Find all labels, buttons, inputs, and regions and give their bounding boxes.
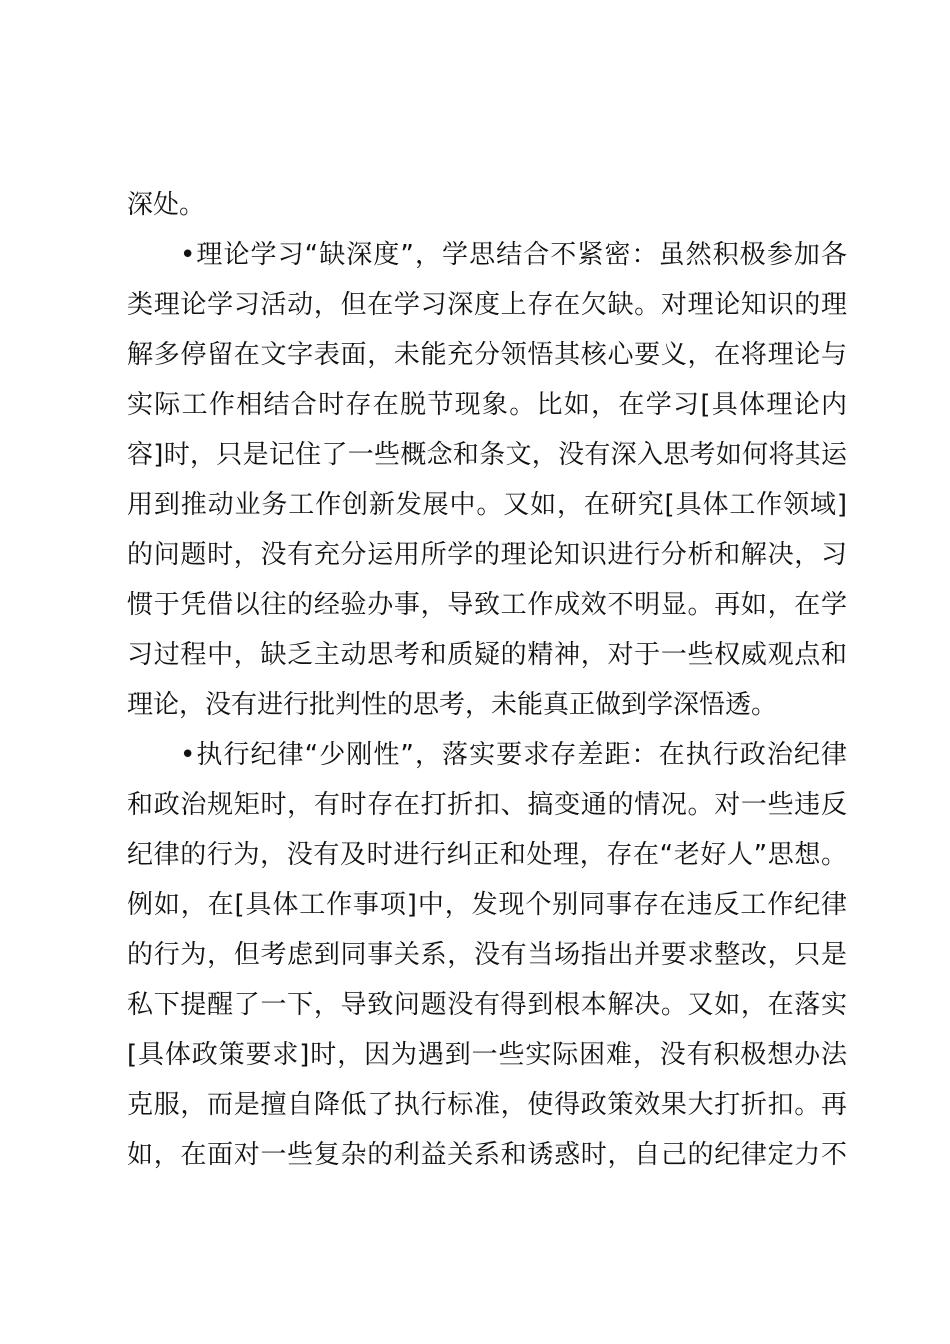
text-line: 惯于凭借以往的经验办事，导致工作成效不明显。再如，在学 [127, 590, 847, 620]
text-line: 克服，而是擅自降低了执行标准，使得政策效果大打折扣。再 [127, 1090, 847, 1120]
text-line: 用到推动业务工作创新发展中。又如，在研究[具体工作领域] [127, 490, 847, 520]
text-line: 的行为，但考虑到同事关系，没有当场指出并要求整改，只是 [127, 940, 847, 970]
text-line: 类理论学习活动，但在学习深度上存在欠缺。对理论知识的理 [127, 290, 847, 320]
text-line: 容]时，只是记住了一些概念和条文，没有深入思考如何将其运 [127, 440, 847, 470]
text-line-heading-theory: •理论学习“缺深度”，学思结合不紧密：虽然积极参加各 [180, 240, 847, 270]
text-line: 解多停留在文字表面，未能充分领悟其核心要义，在将理论与 [127, 340, 847, 370]
text-line: 习过程中，缺乏主动思考和质疑的精神，对于一些权威观点和 [127, 640, 847, 670]
text-line-continuation: 深处。 [127, 190, 206, 220]
text-line-heading-discipline: •执行纪律“少刚性”，落实要求存差距：在执行政治纪律 [180, 740, 847, 770]
text-line: 纪律的行为，没有及时进行纠正和处理，存在“老好人”思想。 [127, 840, 847, 870]
text-line: 和政治规矩时，有时存在打折扣、搞变通的情况。对一些违反 [127, 790, 847, 820]
text-line: 的问题时，没有充分运用所学的理论知识进行分析和解决，习 [127, 540, 847, 570]
text-line: [具体政策要求]时，因为遇到一些实际困难，没有积极想办法 [127, 1040, 847, 1070]
text-line: 实际工作相结合时存在脱节现象。比如，在学习[具体理论内 [127, 390, 847, 420]
text-line: 例如，在[具体工作事项]中，发现个别同事存在违反工作纪律 [127, 890, 847, 920]
text-line: 理论，没有进行批判性的思考，未能真正做到学深悟透。 [127, 690, 778, 720]
text-line: 私下提醒了一下，导致问题没有得到根本解决。又如，在落实 [127, 990, 847, 1020]
text-line: 如，在面对一些复杂的利益关系和诱惑时，自己的纪律定力不 [127, 1140, 847, 1170]
